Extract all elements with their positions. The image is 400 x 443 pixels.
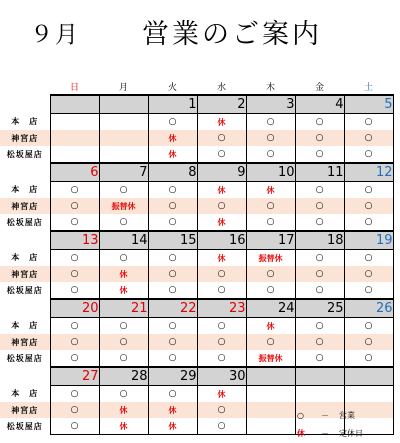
date-cell-tuesday: 8 [148,163,197,182]
store-label: 松坂屋店 [6,150,43,159]
page-title: 営業のご案内 [142,19,322,50]
status-cell: ○ [295,350,344,367]
status-cell: ○ [99,214,148,231]
store-status-row [0,282,393,299]
date-cell-wednesday: 2 [197,95,246,114]
date-cell-sunday: 20 [50,299,99,318]
date-cell-monday: 21 [99,299,148,318]
date-cell-monday: 7 [99,163,148,182]
status-cell: ○ [295,130,344,146]
closed-symbol: 休 [297,428,305,438]
status-cell: ○ [344,282,393,299]
day-of-week-header [0,78,393,95]
store-status-row [0,182,393,199]
date-cell-friday: 18 [295,231,344,250]
status-cell: ○ [344,266,393,282]
status-cell: ○ [50,418,99,435]
date-cell-monday: 28 [99,367,148,386]
status-cell: ○ [148,318,197,335]
date-cell-thursday: 10 [246,163,295,182]
date-cell-friday [295,367,344,386]
status-cell: 休 [197,214,246,231]
status-cell: ○ [148,214,197,231]
status-cell: ○ [50,250,99,267]
store-status-row [0,198,393,214]
status-cell: ○ [295,318,344,335]
status-cell: ○ [344,214,393,231]
store-label: 神宮店 [0,402,50,418]
legend-dash: － [321,410,329,420]
status-cell: ○ [50,334,99,350]
date-row-spacer [0,367,50,386]
status-cell: ○ [295,182,344,199]
date-cell-thursday [246,367,295,386]
dow-thursday: 木 [265,82,275,93]
date-cell-saturday [344,367,393,386]
store-label: 神宮店 [0,334,50,350]
store-label: 松坂屋店 [6,421,43,431]
status-cell: ○ [344,350,393,367]
status-cell: ○ [246,266,295,282]
date-cell-sunday [50,95,99,114]
week-date-row [0,231,393,250]
status-cell [50,130,99,146]
status-cell: ○ [295,198,344,214]
status-cell [246,402,295,418]
status-cell: ○ [295,266,344,282]
status-cell: ○ [50,282,99,299]
date-cell-tuesday: 15 [148,231,197,250]
status-cell: 休 [148,418,197,435]
status-cell: ○ [50,198,99,214]
legend-closed-label: 定休日 [339,428,363,438]
date-cell-saturday: 5 [344,95,393,114]
legend-open-label: 営業 [339,410,355,420]
week-date-row [0,367,393,386]
store-status-row [0,350,393,367]
status-cell: ○ [246,198,295,214]
date-row-spacer [0,163,50,182]
date-cell-friday: 25 [295,299,344,318]
status-cell: ○ [99,250,148,267]
status-cell: 休 [197,182,246,199]
status-cell: ○ [295,250,344,267]
store-status-row [0,318,393,335]
status-cell: ○ [295,114,344,131]
status-cell: 休 [148,402,197,418]
date-cell-saturday: 26 [344,299,393,318]
status-cell: ○ [197,334,246,350]
status-cell: ○ [344,182,393,199]
status-cell: 振替休 [246,250,295,267]
dow-saturday: 土 [363,82,373,93]
store-status-row [0,114,393,131]
status-cell: ○ [148,350,197,367]
date-cell-wednesday: 23 [197,299,246,318]
status-cell [344,386,393,403]
store-status-row [0,146,393,163]
date-row-spacer [0,231,50,250]
month-title: ９月 [30,22,80,48]
store-label: 松坂屋店 [6,218,43,227]
status-cell [246,418,295,435]
status-cell: 休 [148,146,197,163]
status-cell: ○ [99,386,148,403]
status-cell: ○ [246,334,295,350]
status-cell: ○ [344,198,393,214]
date-cell-thursday: 17 [246,231,295,250]
status-cell: ○ [50,266,99,282]
legend-dash: － [321,428,329,438]
legend-open [297,406,363,424]
status-cell [50,146,99,163]
status-cell: ○ [246,114,295,131]
status-cell [99,130,148,146]
date-cell-thursday: 24 [246,299,295,318]
status-cell: ○ [50,318,99,335]
status-cell: ○ [246,146,295,163]
status-cell: 振替休 [99,198,148,214]
store-label: 本 店 [11,389,39,399]
status-cell: ○ [295,334,344,350]
status-cell [99,114,148,131]
status-cell: 休 [197,250,246,267]
status-cell: 休 [99,418,148,435]
status-cell: ○ [99,318,148,335]
date-cell-tuesday: 22 [148,299,197,318]
date-cell-sunday: 6 [50,163,99,182]
date-cell-sunday: 27 [50,367,99,386]
status-cell: ○ [50,386,99,403]
status-cell: 休 [148,130,197,146]
legend-closed [297,424,363,442]
date-cell-tuesday: 29 [148,367,197,386]
date-row-spacer [0,299,50,318]
status-cell: ○ [197,282,246,299]
store-status-row [0,214,393,231]
status-cell: ○ [148,250,197,267]
status-cell: ○ [50,350,99,367]
date-cell-sunday: 13 [50,231,99,250]
store-status-row [0,250,393,267]
date-cell-thursday: 3 [246,95,295,114]
status-cell: ○ [344,146,393,163]
dow-sunday: 日 [69,82,79,93]
store-status-row [0,266,393,282]
dow-friday: 金 [314,82,324,93]
store-status-row [0,130,393,146]
status-cell: ○ [295,146,344,163]
business-calendar [0,78,394,435]
date-cell-monday: 14 [99,231,148,250]
status-cell: ○ [50,182,99,199]
status-cell: ○ [148,114,197,131]
status-cell: 休 [246,318,295,335]
status-cell: 休 [99,266,148,282]
status-cell: ○ [344,250,393,267]
store-label: 神宮店 [0,266,50,282]
status-cell: ○ [50,402,99,418]
date-cell-friday: 11 [295,163,344,182]
status-cell: ○ [197,198,246,214]
store-label: 松坂屋店 [6,354,43,363]
store-label: 松坂屋店 [6,286,43,295]
store-label: 神宮店 [0,198,50,214]
status-cell: ○ [197,266,246,282]
status-cell: ○ [99,350,148,367]
open-symbol: ○ [297,410,304,420]
status-cell: ○ [148,266,197,282]
status-cell: ○ [99,182,148,199]
status-cell [246,386,295,403]
week-date-row [0,95,393,114]
date-cell-saturday: 12 [344,163,393,182]
status-cell: ○ [344,114,393,131]
status-cell: ○ [197,402,246,418]
status-cell: ○ [148,282,197,299]
store-label: 本 店 [11,321,39,331]
status-cell: ○ [344,334,393,350]
status-cell: 休 [99,282,148,299]
status-cell: ○ [197,418,246,435]
status-cell: ○ [246,282,295,299]
store-status-row [0,334,393,350]
status-cell: ○ [148,334,197,350]
status-cell [99,146,148,163]
status-cell: ○ [99,334,148,350]
dow-wednesday: 水 [216,82,226,93]
status-cell: ○ [148,386,197,403]
date-cell-wednesday: 30 [197,367,246,386]
status-cell: ○ [50,214,99,231]
store-status-row [0,386,393,403]
dow-tuesday: 火 [167,82,177,93]
status-cell: ○ [246,214,295,231]
dow-monday: 月 [118,82,128,93]
status-cell: ○ [197,130,246,146]
status-cell: 振替休 [246,350,295,367]
status-cell: 休 [197,114,246,131]
store-label: 本 店 [11,185,39,195]
store-label: 神宮店 [0,130,50,146]
date-row-spacer [0,95,50,114]
date-cell-wednesday: 9 [197,163,246,182]
status-cell: ○ [197,318,246,335]
store-label: 本 店 [11,253,39,263]
status-cell: ○ [148,182,197,199]
week-date-row [0,163,393,182]
header-spacer [0,78,50,95]
week-date-row [0,299,393,318]
status-cell: ○ [344,130,393,146]
status-cell: ○ [246,130,295,146]
store-label: 本 店 [11,117,39,127]
date-cell-tuesday: 1 [148,95,197,114]
date-cell-saturday: 19 [344,231,393,250]
status-cell: ○ [197,350,246,367]
status-cell: ○ [344,318,393,335]
legend [297,406,363,442]
status-cell [50,114,99,131]
status-cell [295,386,344,403]
status-cell: ○ [148,198,197,214]
status-cell: 休 [99,402,148,418]
status-cell: 休 [246,182,295,199]
status-cell: ○ [295,282,344,299]
status-cell: ○ [197,146,246,163]
date-cell-friday: 4 [295,95,344,114]
date-cell-monday [99,95,148,114]
status-cell: 休 [197,386,246,403]
date-cell-wednesday: 16 [197,231,246,250]
status-cell: ○ [295,214,344,231]
